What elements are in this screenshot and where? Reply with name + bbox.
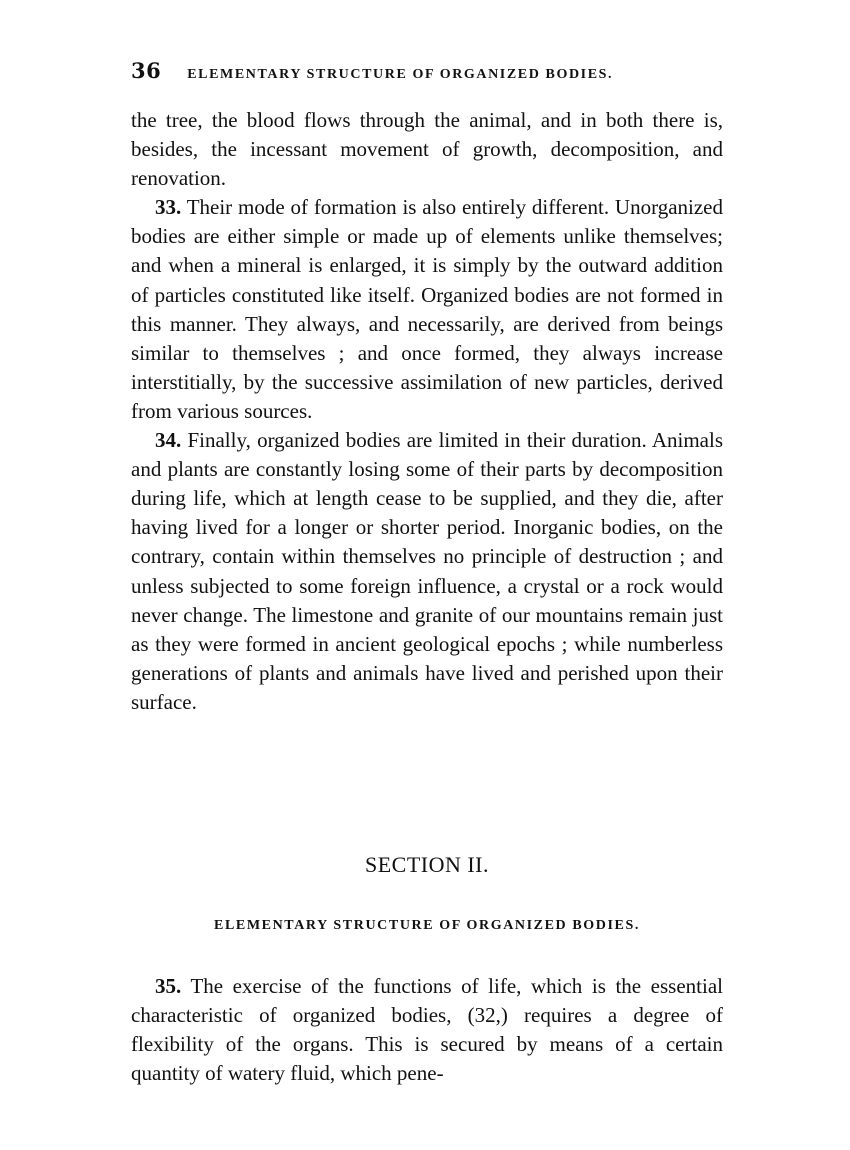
paragraph-number: 33. (155, 195, 182, 220)
paragraph-text: The exercise of the functions of life, which is the essential characteristic of organized bodies, (32,) requires a degree of flexibility of the organs. This is secured by means of a certain quantity of watery fluid, which pene- (131, 974, 723, 1086)
running-title: ELEMENTARY STRUCTURE OF ORGANIZED BODIES. (187, 67, 614, 82)
paragraph-text: the tree, the blood flows through the animal, and in both there is, besides, the incessant movement of growth, decomposition, and renovation. (131, 108, 723, 191)
paragraph-number: 34. (155, 428, 182, 453)
paragraph-35 (131, 972, 723, 1088)
paragraph-text: Finally, organized bodies are limited in their duration. Animals and plants are constantly losing some of their parts by decomposition during life, which at length cease to be supplied, and they die, after having lived for a longer or shorter period. Inorganic bodies, on the contrary, contain within themselves no principle of destruction ; and unless subjected to some foreign influence, a crystal or a rock would never change. The limestone and granite of our mountains remain just as they were formed in ancient geological epochs ; while numberless generations of plants and animals have lived and perished upon their surface. (131, 428, 724, 714)
paragraph-34 (131, 426, 723, 717)
paragraph-33 (131, 193, 723, 426)
section-subtitle: ELEMENTARY STRUCTURE OF ORGANIZED BODIES. (214, 918, 640, 933)
section-heading: SECTION II. (364, 852, 490, 877)
page-number: 36 (131, 58, 162, 83)
body-text-bottom (131, 972, 723, 1088)
paragraph-continuation (131, 106, 723, 193)
running-head (131, 58, 731, 88)
body-text-top (131, 106, 723, 717)
paragraph-text: Their mode of formation is also entirely different. Unorganized bodies are either simple or made up of elements unlike themselves; and when a mineral is enlarged, it is simply by the outward addition of particles constituted like itself. Organized bodies are not formed in this manner. They always, and necessarily, are derived from beings similar to themselves ; and once formed, they always increase interstitially, by the successive assimilation of new particles, derived from various sources. (131, 195, 723, 423)
paragraph-number: 35. (155, 974, 182, 998)
